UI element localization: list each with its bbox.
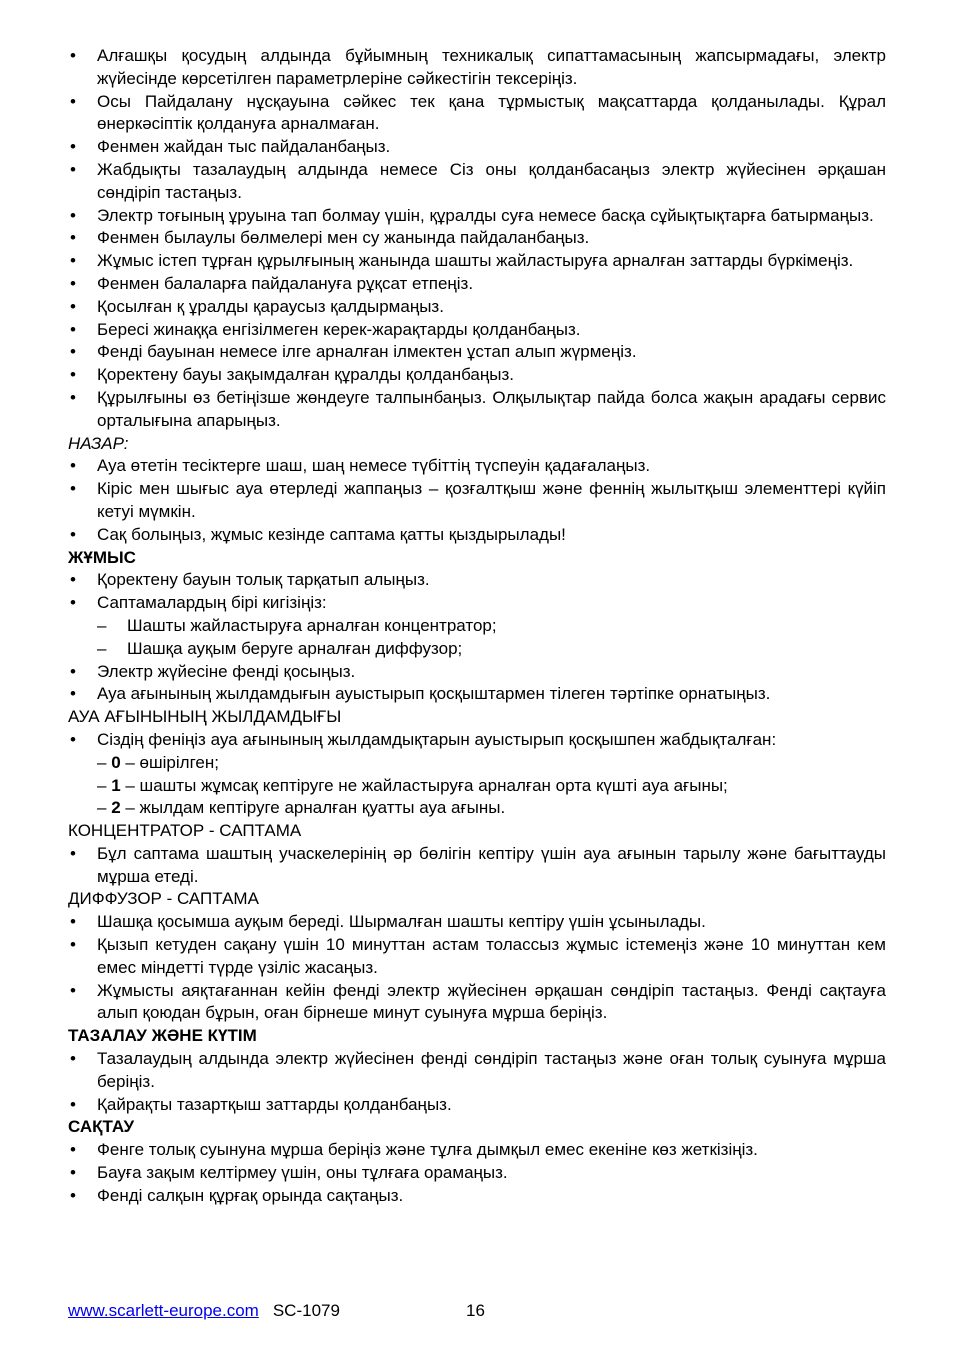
- dash-item: – Шашқа ауқым беруге арналған диффузор;: [68, 638, 886, 661]
- speed-mode-text: – шашты жұмсақ кептіруге не жайластыруға арналған орта күшті ауа ағыны;: [120, 775, 728, 795]
- list-item: • Сіздің феніңіз ауа ағынының жылдамдықтарын ауыстырып қосқышпен жабдықталған:: [68, 729, 886, 752]
- speed-mode-text: – жылдам кептіруге арналған қуатты ауа ағыны.: [120, 798, 506, 818]
- speed-mode-text: – өшірілген;: [120, 752, 219, 772]
- list-item: • Саптамалардың бірі кигізіңіз:: [68, 592, 886, 615]
- speed-mode-key: 0: [111, 752, 121, 772]
- speed-mode-prefix: –: [97, 775, 112, 795]
- list-item: • Сақ болыңыз, жұмыс кезінде саптама қатты қыздырылады!: [68, 524, 886, 547]
- list-item: • Бауға зақым келтірмеу үшін, оны тұлғаға орамаңыз.: [68, 1162, 886, 1185]
- list-item: • Алғашқы қосудың алдында бұйымның техникалық сипаттамасының жапсырмадағы, электр жүйесінде көрсетілген параметрлеріне сәйкестігін тексеріңіз.: [68, 45, 886, 91]
- attention-list: [68, 455, 886, 546]
- attention-label: НАЗАР:: [68, 433, 129, 453]
- list-item: • Жұмыс істеп тұрған құрылғының жанында шашты жайластыруға арналған заттарды бүркімеңіз.: [68, 250, 886, 273]
- speed-mode-key: 2: [111, 798, 121, 818]
- speed-mode-prefix: –: [97, 752, 112, 772]
- list-item: • Электр жүйесіне фенді қосыңыз.: [68, 661, 886, 684]
- list-item: • Қоректену бауы зақымдалған құралды қолданбаңыз.: [68, 364, 886, 387]
- list-item: • Қайрақты тазартқыш заттарды қолданбаңыз.: [68, 1094, 886, 1117]
- list-item: • Фенмен жайдан тыс пайдаланбаңыз.: [68, 136, 886, 159]
- work-heading: ЖҰМЫС: [68, 547, 136, 567]
- speed-mode-prefix: –: [97, 798, 112, 818]
- list-item: • Осы Пайдалану нұсқауына сәйкес тек қана тұрмыстық мақсаттарда қолданылады. Құрал өнеркәсіптік қолдануға арналмаған.: [68, 91, 886, 137]
- list-item: • Қызып кетуден сақану үшін 10 минуттан астам толассыз жұмыс істемеңіз және 10 минуттан кем емес міндетті түрде үзіліс жасаңыз.: [68, 934, 886, 980]
- list-item: • Құрылғыны өз бетіңізше жөндеуге талпынбаңыз. Олқылықтар пайда болса жақын арадағы сервис орталығына апарыңыз.: [68, 387, 886, 433]
- diffuser-heading: ДИФФУЗОР - САПТАМА: [68, 889, 259, 909]
- storage-heading: САҚТАУ: [68, 1117, 135, 1137]
- list-item: • Фенді бауынан немесе ілге арналған ілмектен ұстап алып жүрмеңіз.: [68, 341, 886, 364]
- list-item: • Шашқа қосымша ауқым береді. Шырмалған шашты кептіру үшін ұсынылады.: [68, 911, 886, 934]
- list-item: • Электр тоғының ұруына тап болмау үшін, құралды суға немесе басқа сұйықтықтарға батырмаңыз.: [68, 205, 886, 228]
- concentrator-heading: КОНЦЕНТРАТОР - САПТАМА: [68, 821, 302, 841]
- cleaning-heading: ТАЗАЛАУ ЖӘНЕ КҮТІМ: [68, 1026, 257, 1046]
- dash-item: – Шашты жайластыруға арналған концентратор;: [68, 615, 886, 638]
- list-item: • Бұл саптама шаштың учаскелерінің әр бөлігін кептіру үшін ауа ағынын тарылу және бағыттауды мұрша етеді.: [68, 843, 886, 889]
- document-page: [68, 45, 886, 1208]
- list-item: • Фенмен балаларға пайдалануға рұқсат етпеңіз.: [68, 273, 886, 296]
- speed-mode: [68, 775, 886, 798]
- list-item: • Фенмен былаулы бөлмелері мен су жанында пайдаланбаңыз.: [68, 227, 886, 250]
- speed-mode: [68, 752, 886, 775]
- speed-heading: АУА АҒЫНЫНЫҢ ЖЫЛДАМДЫҒЫ: [68, 707, 342, 727]
- speed-mode-key: 1: [111, 775, 121, 795]
- list-item: • Кіріс мен шығыс ауа өтерледі жаппаңыз – қозғалтқыш және феннің жылытқыш элементтері күйіп кетуі мүмкін.: [68, 478, 886, 524]
- list-item: • Қосылған қ ұралды қараусыз қалдырмаңыз.: [68, 296, 886, 319]
- website-link[interactable]: www.scarlett-europe.com: [68, 1301, 259, 1320]
- list-item: • Ауа өтетін тесіктерге шаш, шаң немесе түбіттің түспеуін қадағалаңыз.: [68, 455, 886, 478]
- list-item: • Ауа ағынының жылдамдығын ауыстырып қосқыштармен тілеген тәртіпке орнатыңыз.: [68, 683, 886, 706]
- list-item: • Фенді салқын құрғақ орында сақтаңыз.: [68, 1185, 886, 1208]
- page-footer: [68, 1300, 485, 1323]
- list-item: • Бересі жинаққа енгізілмеген керек-жарақтарды қолданбаңыз.: [68, 319, 886, 342]
- list-item: • Фенге толық суынуна мұрша беріңіз және тұлға дымқыл емес екеніне көз жеткізіңіз.: [68, 1139, 886, 1162]
- list-item: • Қоректену бауын толық тарқатып алыңыз.: [68, 569, 886, 592]
- list-item: • Жұмысты аяқтағаннан кейін фенді электр жүйесінен әрқашан сөндіріп тастаңыз. Фенді сақтауға алып қоюдан бұрын, оған бірнеше минут суынуға мұрша беріңіз.: [68, 980, 886, 1026]
- page-number: 16: [466, 1301, 485, 1320]
- model-number: SC-1079: [272, 1301, 340, 1320]
- safety-list: [68, 45, 886, 433]
- list-item: • Тазалаудың алдында электр жүйесінен фенді сөндіріп тастаңыз және оған толық суынуға мұрша беріңіз.: [68, 1048, 886, 1094]
- list-item: • Жабдықты тазалаудың алдында немесе Сіз оны қолданбасаңыз электр жүйесінен әрқашан сөндіріп тастаңыз.: [68, 159, 886, 205]
- speed-mode: [68, 797, 886, 820]
